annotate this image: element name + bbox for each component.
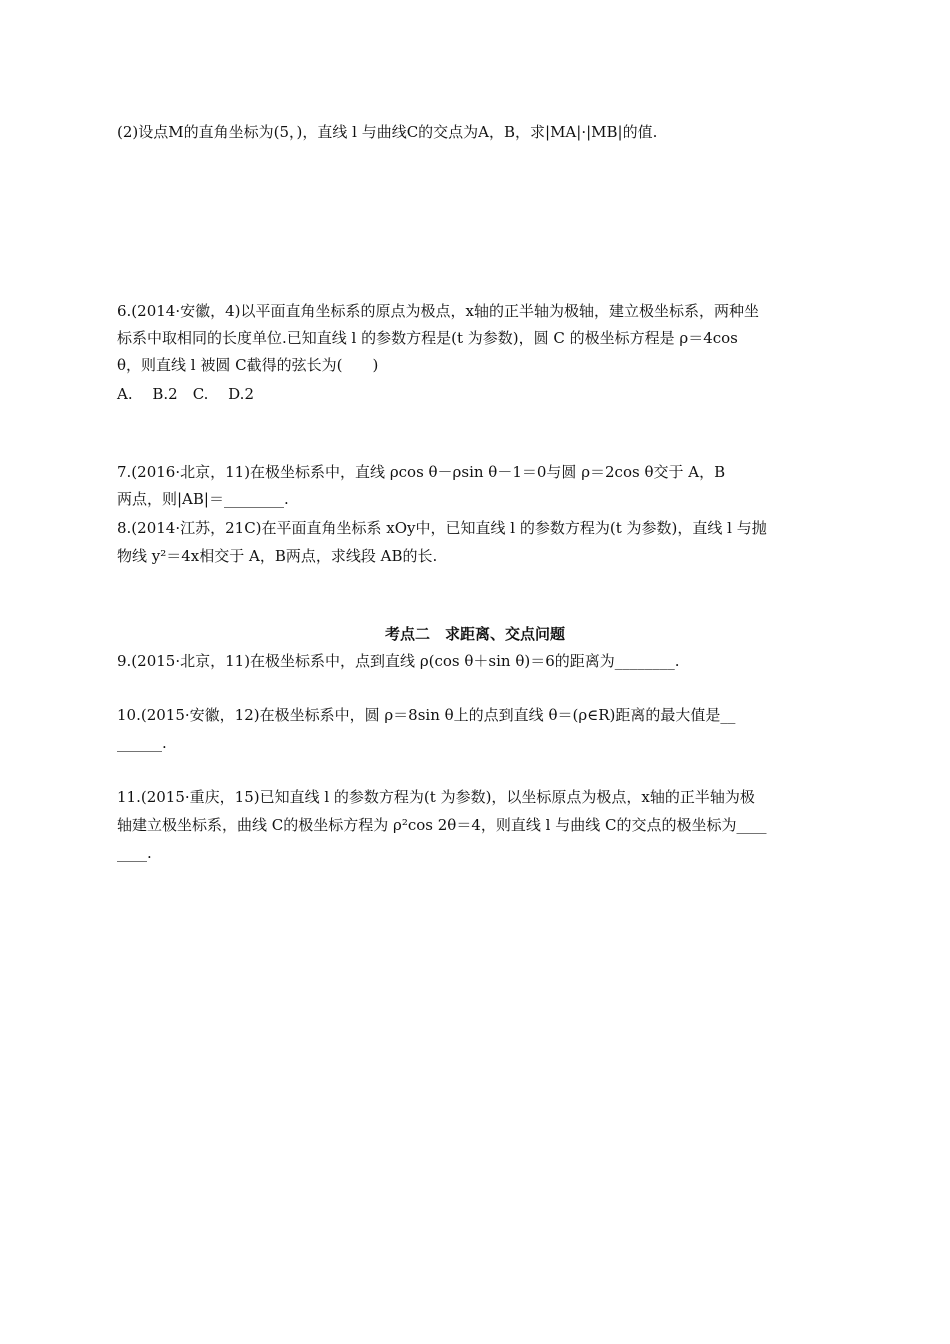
q7-line-1: 7.(2016·北京，11)在极坐标系中，直线 ρcos θ－ρsin θ－1＝0与圆 ρ＝2cos θ交于 A，B bbox=[117, 463, 726, 481]
q6-line-1: 6.(2014·安徽，4)以平面直角坐标系的原点为极点，x轴的正半轴为极轴，建立极坐标系，两种坐 bbox=[117, 302, 759, 320]
q11-line-2: 轴建立极坐标系，曲线 C的极坐标方程为 ρ²cos 2θ＝4，则直线 l 与曲线 C的交点的极坐标为____ bbox=[117, 816, 767, 834]
q6-line-2: 标系中取相同的长度单位.已知直线 l 的参数方程是(t 为参数)，圆 C 的极坐标方程是 ρ＝4cos bbox=[117, 329, 738, 347]
q11-line-1: 11.(2015·重庆，15)已知直线 l 的参数方程为(t 为参数)，以坐标原点为极点，x轴的正半轴为极 bbox=[117, 788, 755, 806]
section-heading: 考点二 求距离、交点问题 bbox=[384, 625, 565, 643]
q10-line-2: ______. bbox=[117, 734, 167, 752]
q7-line-2: 两点，则|AB|＝________. bbox=[117, 490, 289, 508]
q8-line-2: 物线 y²＝4x相交于 A，B两点，求线段 AB的长. bbox=[117, 547, 438, 565]
q10-line-1: 10.(2015·安徽，12)在极坐标系中，圆 ρ＝8sin θ上的点到直线 θ＝(ρ∈R)距离的最大值是__ bbox=[117, 706, 736, 724]
q6-line-3: θ，则直线 l 被圆 C截得的弦长为( ) bbox=[117, 356, 379, 374]
q9-text: 9.(2015·北京，11)在极坐标系中，点到直线 ρ(cos θ＋sin θ)＝6的距离为________. bbox=[117, 652, 680, 670]
q6-options: A. B.2 C. D.2 bbox=[117, 385, 254, 403]
q11-line-3: ____. bbox=[117, 844, 152, 862]
q8-line-1: 8.(2014·江苏，21C)在平面直角坐标系 xOy中，已知直线 l 的参数方程为(t 为参数)，直线 l 与抛 bbox=[117, 519, 767, 537]
q5-part2-text: (2)设点M的直角坐标为(5，)，直线 l 与曲线C的交点为A，B，求|MA|·|MB|的值. bbox=[117, 123, 658, 141]
